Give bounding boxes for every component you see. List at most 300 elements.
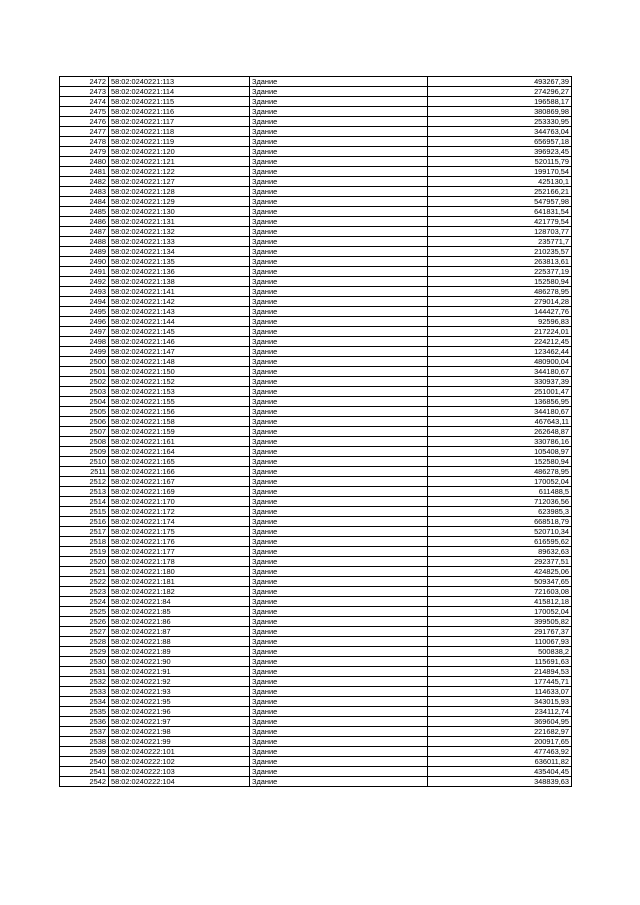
- table-row: [60, 667, 572, 677]
- object-type: Здание: [250, 317, 428, 327]
- object-type: Здание: [250, 477, 428, 487]
- table-row: [60, 187, 572, 197]
- object-type: Здание: [250, 307, 428, 317]
- row-number: 2532: [60, 677, 109, 687]
- cadastral-value: 252166,21: [428, 187, 572, 197]
- cadastral-number: 58:02:0240221:132: [109, 227, 250, 237]
- object-type: Здание: [250, 127, 428, 137]
- object-type: Здание: [250, 107, 428, 117]
- table-row: [60, 367, 572, 377]
- cadastral-number: 58:02:0240221:130: [109, 207, 250, 217]
- object-type: Здание: [250, 727, 428, 737]
- row-number: 2501: [60, 367, 109, 377]
- cadastral-number: 58:02:0240221:127: [109, 177, 250, 187]
- cadastral-number: 58:02:0240221:175: [109, 527, 250, 537]
- cadastral-number: 58:02:0240221:142: [109, 297, 250, 307]
- table-row: [60, 577, 572, 587]
- object-type: Здание: [250, 777, 428, 787]
- cadastral-value: 636011,82: [428, 757, 572, 767]
- cadastral-value: 92596,83: [428, 317, 572, 327]
- cadastral-value: 152580,94: [428, 277, 572, 287]
- table-row: [60, 347, 572, 357]
- object-type: Здание: [250, 717, 428, 727]
- cadastral-value: 292377,51: [428, 557, 572, 567]
- table-row: [60, 517, 572, 527]
- cadastral-number: 58:02:0240221:136: [109, 267, 250, 277]
- table-row: [60, 607, 572, 617]
- row-number: 2526: [60, 617, 109, 627]
- cadastral-value: 712036,56: [428, 497, 572, 507]
- cadastral-value: 224212,45: [428, 337, 572, 347]
- cadastral-value: 110067,93: [428, 637, 572, 647]
- object-type: Здание: [250, 487, 428, 497]
- cadastral-number: 58:02:0240221:131: [109, 217, 250, 227]
- object-type: Здание: [250, 227, 428, 237]
- table-row: [60, 497, 572, 507]
- cadastral-number: 58:02:0240221:144: [109, 317, 250, 327]
- table-row: [60, 117, 572, 127]
- cadastral-number: 58:02:0240221:153: [109, 387, 250, 397]
- cadastral-number: 58:02:0240221:165: [109, 457, 250, 467]
- row-number: 2519: [60, 547, 109, 557]
- cadastral-value: 274296,27: [428, 87, 572, 97]
- cadastral-value: 225377,19: [428, 267, 572, 277]
- cadastral-value: 279014,28: [428, 297, 572, 307]
- cadastral-value: 343015,93: [428, 697, 572, 707]
- row-number: 2513: [60, 487, 109, 497]
- object-type: Здание: [250, 407, 428, 417]
- cadastral-number: 58:02:0240221:88: [109, 637, 250, 647]
- object-type: Здание: [250, 277, 428, 287]
- cadastral-value: 721603,08: [428, 587, 572, 597]
- cadastral-value: 344763,04: [428, 127, 572, 137]
- cadastral-number: 58:02:0240221:141: [109, 287, 250, 297]
- cadastral-number: 58:02:0240221:138: [109, 277, 250, 287]
- row-number: 2538: [60, 737, 109, 747]
- cadastral-number: 58:02:0240221:98: [109, 727, 250, 737]
- cadastral-value: 170052,04: [428, 607, 572, 617]
- table-row: [60, 297, 572, 307]
- object-type: Здание: [250, 237, 428, 247]
- cadastral-value: 200917,65: [428, 737, 572, 747]
- row-number: 2484: [60, 197, 109, 207]
- object-type: Здание: [250, 667, 428, 677]
- cadastral-number: 58:02:0240221:116: [109, 107, 250, 117]
- row-number: 2537: [60, 727, 109, 737]
- cadastral-number: 58:02:0240221:113: [109, 77, 250, 87]
- cadastral-number: 58:02:0240221:92: [109, 677, 250, 687]
- cadastral-number: 58:02:0240221:87: [109, 627, 250, 637]
- row-number: 2496: [60, 317, 109, 327]
- cadastral-number: 58:02:0240221:90: [109, 657, 250, 667]
- row-number: 2478: [60, 137, 109, 147]
- object-type: Здание: [250, 347, 428, 357]
- cadastral-value: 344180,67: [428, 407, 572, 417]
- cadastral-number: 58:02:0240222:101: [109, 747, 250, 757]
- table-row: [60, 627, 572, 637]
- cadastral-number: 58:02:0240221:129: [109, 197, 250, 207]
- object-type: Здание: [250, 437, 428, 447]
- table-row: [60, 197, 572, 207]
- row-number: 2473: [60, 87, 109, 97]
- table-row: [60, 157, 572, 167]
- cadastral-value: 128703,77: [428, 227, 572, 237]
- table-row: [60, 467, 572, 477]
- row-number: 2476: [60, 117, 109, 127]
- table-row: [60, 697, 572, 707]
- table-row: [60, 317, 572, 327]
- row-number: 2522: [60, 577, 109, 587]
- object-type: Здание: [250, 167, 428, 177]
- object-type: Здание: [250, 257, 428, 267]
- cadastral-number: 58:02:0240221:119: [109, 137, 250, 147]
- table-row: [60, 597, 572, 607]
- cadastral-value: 616595,62: [428, 537, 572, 547]
- row-number: 2483: [60, 187, 109, 197]
- row-number: 2507: [60, 427, 109, 437]
- table-row: [60, 447, 572, 457]
- cadastral-number: 58:02:0240221:95: [109, 697, 250, 707]
- object-type: Здание: [250, 337, 428, 347]
- cadastral-number: 58:02:0240221:147: [109, 347, 250, 357]
- cadastral-value: 348839,63: [428, 777, 572, 787]
- table-row: [60, 637, 572, 647]
- table-row: [60, 747, 572, 757]
- row-number: 2482: [60, 177, 109, 187]
- cadastral-value: 115691,63: [428, 657, 572, 667]
- row-number: 2502: [60, 377, 109, 387]
- row-number: 2493: [60, 287, 109, 297]
- table-row: [60, 527, 572, 537]
- cadastral-number: 58:02:0240221:148: [109, 357, 250, 367]
- cadastral-value: 467643,11: [428, 417, 572, 427]
- cadastral-value: 177445,71: [428, 677, 572, 687]
- cadastral-number: 58:02:0240221:152: [109, 377, 250, 387]
- row-number: 2510: [60, 457, 109, 467]
- row-number: 2499: [60, 347, 109, 357]
- table-row: [60, 97, 572, 107]
- cadastral-number: 58:02:0240221:114: [109, 87, 250, 97]
- table-row: [60, 727, 572, 737]
- table-row: [60, 757, 572, 767]
- table-row: [60, 107, 572, 117]
- row-number: 2521: [60, 567, 109, 577]
- cadastral-number: 58:02:0240221:118: [109, 127, 250, 137]
- row-number: 2529: [60, 647, 109, 657]
- table-row: [60, 127, 572, 137]
- row-number: 2491: [60, 267, 109, 277]
- row-number: 2480: [60, 157, 109, 167]
- cadastral-value: 611488,5: [428, 487, 572, 497]
- table-row: [60, 307, 572, 317]
- cadastral-number: 58:02:0240221:178: [109, 557, 250, 567]
- cadastral-value: 477463,92: [428, 747, 572, 757]
- table-row: [60, 337, 572, 347]
- cadastral-value: 493267,39: [428, 77, 572, 87]
- object-type: Здание: [250, 507, 428, 517]
- table-row: [60, 237, 572, 247]
- object-type: Здание: [250, 587, 428, 597]
- row-number: 2505: [60, 407, 109, 417]
- table-row: [60, 647, 572, 657]
- cadastral-number: 58:02:0240221:145: [109, 327, 250, 337]
- row-number: 2524: [60, 597, 109, 607]
- table-row: [60, 767, 572, 777]
- object-type: Здание: [250, 117, 428, 127]
- row-number: 2511: [60, 467, 109, 477]
- table-row: [60, 477, 572, 487]
- row-number: 2535: [60, 707, 109, 717]
- cadastral-number: 58:02:0240221:180: [109, 567, 250, 577]
- row-number: 2486: [60, 217, 109, 227]
- table-row: [60, 177, 572, 187]
- cadastral-value: 668518,79: [428, 517, 572, 527]
- cadastral-value: 369604,95: [428, 717, 572, 727]
- table-row: [60, 427, 572, 437]
- row-number: 2503: [60, 387, 109, 397]
- object-type: Здание: [250, 297, 428, 307]
- row-number: 2528: [60, 637, 109, 647]
- object-type: Здание: [250, 677, 428, 687]
- table-row: [60, 247, 572, 257]
- object-type: Здание: [250, 567, 428, 577]
- cadastral-value: 656957,18: [428, 137, 572, 147]
- cadastral-number: 58:02:0240221:85: [109, 607, 250, 617]
- cadastral-number: 58:02:0240221:146: [109, 337, 250, 347]
- cadastral-value: 234112,74: [428, 707, 572, 717]
- cadastral-value: 486278,95: [428, 287, 572, 297]
- cadastral-value: 396923,45: [428, 147, 572, 157]
- table-row: [60, 717, 572, 727]
- cadastral-number: 58:02:0240221:174: [109, 517, 250, 527]
- object-type: Здание: [250, 637, 428, 647]
- object-type: Здание: [250, 577, 428, 587]
- row-number: 2520: [60, 557, 109, 567]
- cadastral-value: 263813,61: [428, 257, 572, 267]
- cadastral-number: 58:02:0240221:167: [109, 477, 250, 487]
- row-number: 2500: [60, 357, 109, 367]
- object-type: Здание: [250, 687, 428, 697]
- table-row: [60, 707, 572, 717]
- cadastral-value: 380869,98: [428, 107, 572, 117]
- cadastral-number: 58:02:0240221:133: [109, 237, 250, 247]
- cadastral-number: 58:02:0240221:150: [109, 367, 250, 377]
- cadastral-value: 509347,65: [428, 577, 572, 587]
- table-row: [60, 137, 572, 147]
- object-type: Здание: [250, 247, 428, 257]
- cadastral-value: 114633,07: [428, 687, 572, 697]
- table-row: [60, 487, 572, 497]
- row-number: 2514: [60, 497, 109, 507]
- cadastral-value: 486278,95: [428, 467, 572, 477]
- object-type: Здание: [250, 417, 428, 427]
- cadastral-value: 399505,82: [428, 617, 572, 627]
- row-number: 2508: [60, 437, 109, 447]
- table-row: [60, 327, 572, 337]
- row-number: 2475: [60, 107, 109, 117]
- object-type: Здание: [250, 177, 428, 187]
- row-number: 2474: [60, 97, 109, 107]
- object-type: Здание: [250, 287, 428, 297]
- cadastral-number: 58:02:0240221:156: [109, 407, 250, 417]
- object-type: Здание: [250, 627, 428, 637]
- cadastral-value: 421779,54: [428, 217, 572, 227]
- row-number: 2517: [60, 527, 109, 537]
- cadastral-number: 58:02:0240221:155: [109, 397, 250, 407]
- cadastral-value: 641831,54: [428, 207, 572, 217]
- object-type: Здание: [250, 397, 428, 407]
- row-number: 2540: [60, 757, 109, 767]
- cadastral-number: 58:02:0240221:89: [109, 647, 250, 657]
- object-type: Здание: [250, 87, 428, 97]
- cadastral-number: 58:02:0240221:122: [109, 167, 250, 177]
- object-type: Здание: [250, 657, 428, 667]
- row-number: 2490: [60, 257, 109, 267]
- table-row: [60, 537, 572, 547]
- cadastral-value: 547957,98: [428, 197, 572, 207]
- cadastral-value: 123462,44: [428, 347, 572, 357]
- object-type: Здание: [250, 197, 428, 207]
- cadastral-value: 424825,06: [428, 567, 572, 577]
- table-row: [60, 677, 572, 687]
- row-number: 2534: [60, 697, 109, 707]
- cadastral-value: 214894,53: [428, 667, 572, 677]
- object-type: Здание: [250, 607, 428, 617]
- object-type: Здание: [250, 137, 428, 147]
- object-type: Здание: [250, 757, 428, 767]
- cadastral-number: 58:02:0240221:86: [109, 617, 250, 627]
- cadastral-value: 221682,97: [428, 727, 572, 737]
- table-row: [60, 257, 572, 267]
- table-row: [60, 407, 572, 417]
- cadastral-number: 58:02:0240221:177: [109, 547, 250, 557]
- cadastral-value: 425130,1: [428, 177, 572, 187]
- cadastral-value: 344180,67: [428, 367, 572, 377]
- object-type: Здание: [250, 327, 428, 337]
- cadastral-number: 58:02:0240221:121: [109, 157, 250, 167]
- row-number: 2541: [60, 767, 109, 777]
- object-type: Здание: [250, 97, 428, 107]
- table-row: [60, 437, 572, 447]
- cadastral-value: 170052,04: [428, 477, 572, 487]
- cadastral-value: 480900,04: [428, 357, 572, 367]
- cadastral-value: 520710,34: [428, 527, 572, 537]
- table-row: [60, 557, 572, 567]
- cadastral-number: 58:02:0240221:143: [109, 307, 250, 317]
- table-row: [60, 567, 572, 577]
- row-number: 2518: [60, 537, 109, 547]
- table-row: [60, 357, 572, 367]
- object-type: Здание: [250, 737, 428, 747]
- object-type: Здание: [250, 367, 428, 377]
- row-number: 2472: [60, 77, 109, 87]
- object-type: Здание: [250, 597, 428, 607]
- cadastral-number: 58:02:0240221:120: [109, 147, 250, 157]
- cadastral-value: 520115,79: [428, 157, 572, 167]
- object-type: Здание: [250, 217, 428, 227]
- cadastral-value: 330937,39: [428, 377, 572, 387]
- table-row: [60, 287, 572, 297]
- cadastral-number: 58:02:0240221:128: [109, 187, 250, 197]
- object-type: Здание: [250, 427, 428, 437]
- table-row: [60, 617, 572, 627]
- row-number: 2494: [60, 297, 109, 307]
- object-type: Здание: [250, 747, 428, 757]
- table-row: [60, 687, 572, 697]
- cadastral-number: 58:02:0240222:104: [109, 777, 250, 787]
- row-number: 2497: [60, 327, 109, 337]
- cadastral-number: 58:02:0240221:164: [109, 447, 250, 457]
- cadastral-number: 58:02:0240222:102: [109, 757, 250, 767]
- cadastral-number: 58:02:0240221:166: [109, 467, 250, 477]
- table-row: [60, 547, 572, 557]
- cadastral-value: 415812,18: [428, 597, 572, 607]
- cadastral-value: 152580,94: [428, 457, 572, 467]
- cadastral-number: 58:02:0240221:161: [109, 437, 250, 447]
- cadastral-value: 291767,37: [428, 627, 572, 637]
- cadastral-value: 235771,7: [428, 237, 572, 247]
- row-number: 2506: [60, 417, 109, 427]
- cadastral-value: 217224,01: [428, 327, 572, 337]
- object-type: Здание: [250, 467, 428, 477]
- table-row: [60, 777, 572, 787]
- cadastral-number: 58:02:0240221:169: [109, 487, 250, 497]
- table-row: [60, 207, 572, 217]
- table-row: [60, 87, 572, 97]
- row-number: 2527: [60, 627, 109, 637]
- row-number: 2536: [60, 717, 109, 727]
- cadastral-value: 251001,47: [428, 387, 572, 397]
- cadastral-value: 435404,45: [428, 767, 572, 777]
- object-type: Здание: [250, 207, 428, 217]
- table-row: [60, 737, 572, 747]
- row-number: 2512: [60, 477, 109, 487]
- object-type: Здание: [250, 357, 428, 367]
- row-number: 2516: [60, 517, 109, 527]
- cadastral-value: 500838,2: [428, 647, 572, 657]
- row-number: 2531: [60, 667, 109, 677]
- table-row: [60, 397, 572, 407]
- cadastral-value: 199170,54: [428, 167, 572, 177]
- row-number: 2498: [60, 337, 109, 347]
- object-type: Здание: [250, 267, 428, 277]
- cadastral-number: 58:02:0240221:158: [109, 417, 250, 427]
- object-type: Здание: [250, 767, 428, 777]
- row-number: 2539: [60, 747, 109, 757]
- row-number: 2509: [60, 447, 109, 457]
- table-row: [60, 217, 572, 227]
- cadastral-value: 144427,76: [428, 307, 572, 317]
- object-type: Здание: [250, 517, 428, 527]
- cadastral-number: 58:02:0240221:170: [109, 497, 250, 507]
- object-type: Здание: [250, 77, 428, 87]
- cadastral-number: 58:02:0240221:181: [109, 577, 250, 587]
- cadastral-number: 58:02:0240221:182: [109, 587, 250, 597]
- row-number: 2488: [60, 237, 109, 247]
- cadastral-table: [59, 76, 572, 787]
- object-type: Здание: [250, 497, 428, 507]
- cadastral-value: 262648,87: [428, 427, 572, 437]
- table-row: [60, 657, 572, 667]
- row-number: 2487: [60, 227, 109, 237]
- object-type: Здание: [250, 707, 428, 717]
- table-row: [60, 507, 572, 517]
- table-row: [60, 377, 572, 387]
- cadastral-number: 58:02:0240222:103: [109, 767, 250, 777]
- table-row: [60, 227, 572, 237]
- row-number: 2492: [60, 277, 109, 287]
- table-row: [60, 77, 572, 87]
